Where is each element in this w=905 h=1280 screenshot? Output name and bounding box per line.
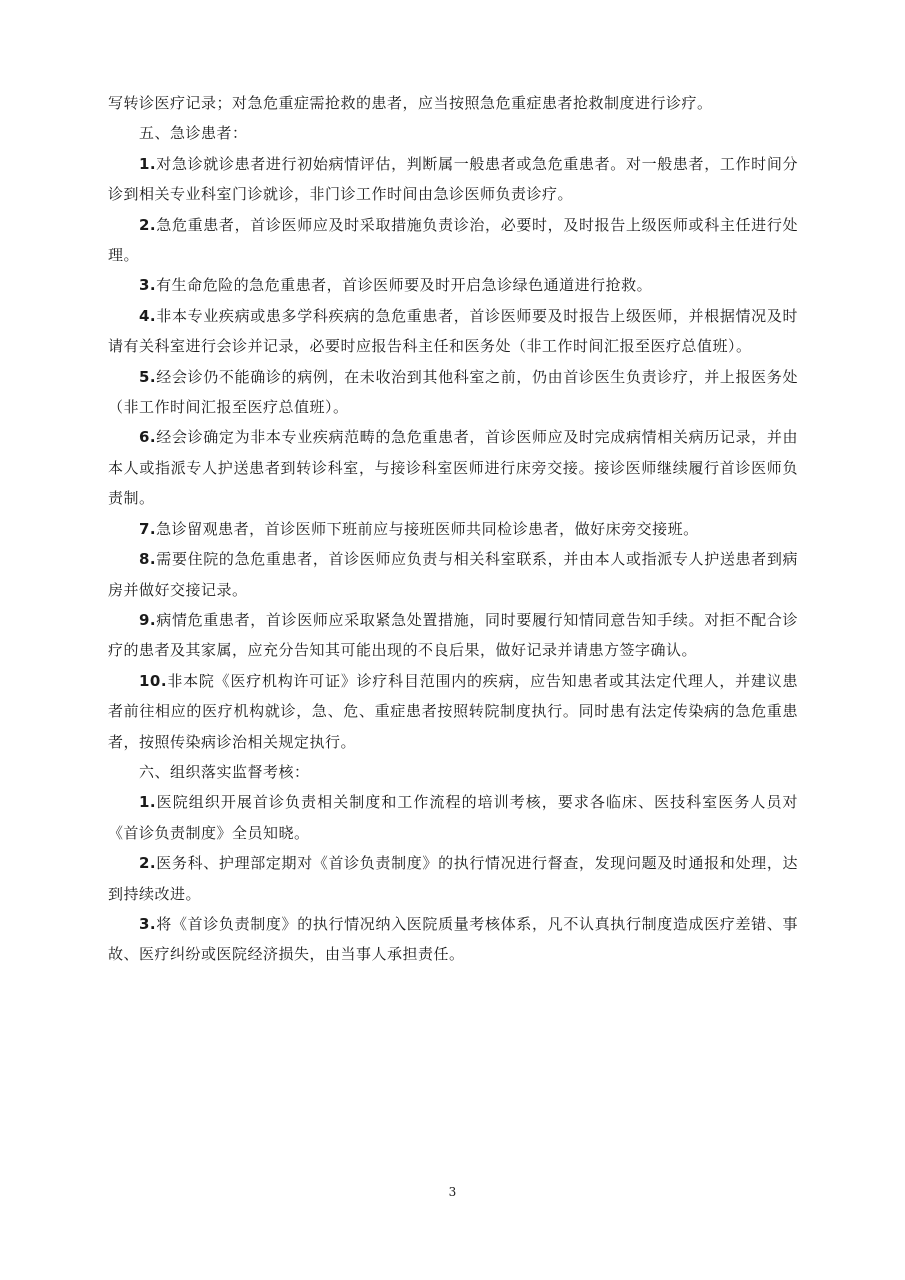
item-number: 6. [139,428,157,447]
heading-text: 六、组织落实监督考核： [139,762,310,781]
item-number: 5. [139,367,157,386]
item-text: 医院组织开展首诊负责相关制度和工作流程的培训考核，要求各临床、医技科室医务人员对《首诊负责制度》全员知晓。 [108,793,798,842]
list-item [108,422,798,513]
list-item [108,514,798,544]
item-text: 有生命危险的急危重患者，首诊医师要及时开启急诊绿色通道进行抢救。 [156,276,653,295]
item-number: 4. [139,306,157,325]
list-item [108,787,798,848]
item-text: 非本院《医疗机构许可证》诊疗科目范围内的疾病，应告知患者或其法定代理人，并建议患者前往相应的医疗机构就诊，急、危、重症患者按照转院制度执行。同时患有法定传染病的急危重患者，按照传染病诊治相关规定执行。 [108,671,798,751]
list-item [108,270,798,300]
item-text: 经会诊确定为非本专业疾病范畴的急危重患者，首诊医师应及时完成病情相关病历记录，并由本人或指派专人护送患者到转诊科室，与接诊科室医师进行床旁交接。接诊医师继续履行首诊医师负责制。 [108,428,798,508]
item-number: 10. [139,671,168,690]
list-item [108,666,798,757]
item-text: 医务科、护理部定期对《首诊负责制度》的执行情况进行督查，发现问题及时通报和处理，达到持续改进。 [108,854,798,903]
list-item [108,210,798,271]
section-heading-emergency [108,118,798,148]
paragraph-text: 写转诊医疗记录；对急危重症需抢救的患者，应当按照急危重症患者抢救制度进行诊疗。 [108,94,713,112]
item-text: 对急诊就诊患者进行初始病情评估，判断属一般患者或急危重患者。对一般患者，工作时间分诊到相关专业科室门诊就诊，非门诊工作时间由急诊医师负责诊疗。 [108,154,798,204]
item-number: 1. [139,154,157,173]
paragraph-continuation [108,88,798,118]
item-text: 将《首诊负责制度》的执行情况纳入医院质量考核体系，凡不认真执行制度造成医疗差错、事故、医疗纠纷或医院经济损失，由当事人承担责任。 [108,914,798,964]
item-text: 需要住院的急危重患者，首诊医师应负责与相关科室联系，并由本人或指派专人护送患者到病房并做好交接记录。 [108,550,798,599]
item-number: 2. [139,215,157,234]
item-number: 3. [139,276,157,295]
item-text: 急危重患者，首诊医师应及时采取措施负责诊治，必要时，及时报告上级医师或科主任进行处理。 [108,215,798,265]
heading-text: 五、急诊患者： [139,124,248,143]
item-text: 经会诊仍不能确诊的病例，在未收治到其他科室之前，仍由首诊医生负责诊疗，并上报医务处（非工作时间汇报至医疗总值班）。 [108,367,798,417]
list-item [108,848,798,909]
item-text: 病情危重患者，首诊医师应采取紧急处置措施，同时要履行知情同意告知手续。对拒不配合诊疗的患者及其家属，应充分告知其可能出现的不良后果，做好记录并请患方签字确认。 [108,610,798,660]
item-text: 急诊留观患者，首诊医师下班前应与接班医师共同检诊患者，做好床旁交接班。 [156,519,699,538]
section-heading-supervision [108,757,798,787]
list-item [108,362,798,423]
page-number: 3 [448,1185,457,1199]
item-number: 3. [139,914,157,933]
document-body [108,88,798,970]
list-item [108,544,798,605]
list-item [108,605,798,666]
list-item [108,301,798,362]
item-text: 非本专业疾病或患多学科疾病的急危重患者，首诊医师要及时报告上级医师，并根据情况及时请有关科室进行会诊并记录，必要时应报告科主任和医务处（非工作时间汇报至医疗总值班）。 [108,306,798,356]
list-item [108,149,798,210]
item-number: 9. [139,610,157,629]
item-number: 7. [139,519,157,538]
item-number: 2. [139,854,157,873]
list-item [108,909,798,970]
item-number: 8. [139,550,157,569]
item-number: 1. [139,793,157,812]
